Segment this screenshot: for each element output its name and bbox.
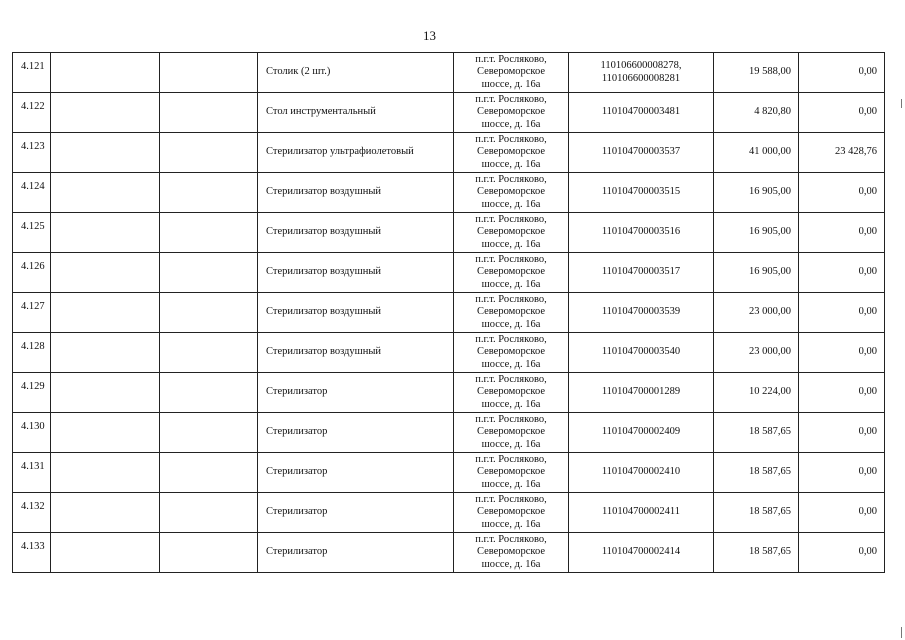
scan-edge-mark — [901, 627, 902, 638]
address-line: п.г.т. Росляково, — [475, 213, 547, 225]
book-value: 18 587,65 — [714, 533, 799, 573]
address-line: Североморское — [476, 346, 546, 358]
empty-cell — [160, 333, 258, 373]
inventory-line: 110104700002409 — [601, 426, 681, 438]
empty-cell — [51, 533, 160, 573]
empty-cell — [160, 253, 258, 293]
table-row — [13, 493, 885, 533]
item-name: Стерилизатор воздушный — [258, 213, 454, 253]
table-body — [13, 53, 885, 573]
inventory-number — [569, 453, 714, 493]
address-line: шоссе, д. 16а — [481, 558, 541, 570]
empty-cell — [51, 253, 160, 293]
empty-cell — [51, 213, 160, 253]
inventory-number — [569, 213, 714, 253]
book-value: 10 224,00 — [714, 373, 799, 413]
item-name: Стол инструментальный — [258, 93, 454, 133]
address-line: Североморское — [476, 306, 546, 318]
residual-value: 0,00 — [799, 173, 885, 213]
address-line: Североморское — [476, 546, 546, 558]
row-number: 4.125 — [13, 213, 51, 253]
inventory-line: 110104700003539 — [601, 306, 681, 318]
row-number: 4.133 — [13, 533, 51, 573]
row-number: 4.129 — [13, 373, 51, 413]
inventory-line: 110106600008281 — [601, 72, 681, 84]
row-number: 4.132 — [13, 493, 51, 533]
row-number: 4.124 — [13, 173, 51, 213]
address-line: Североморское — [476, 466, 546, 478]
row-number: 4.128 — [13, 333, 51, 373]
residual-value: 0,00 — [799, 373, 885, 413]
address-line: шоссе, д. 16а — [481, 238, 541, 250]
address-line: п.г.т. Росляково, — [475, 333, 547, 345]
residual-value: 23 428,76 — [799, 133, 885, 173]
book-value: 4 820,80 — [714, 93, 799, 133]
address-line: п.г.т. Росляково, — [475, 413, 547, 425]
residual-value: 0,00 — [799, 333, 885, 373]
residual-value: 0,00 — [799, 213, 885, 253]
empty-cell — [160, 213, 258, 253]
book-value: 19 588,00 — [714, 53, 799, 93]
table-row — [13, 413, 885, 453]
address-line: Североморское — [476, 186, 546, 198]
address-line: п.г.т. Росляково, — [475, 173, 547, 185]
address-line: Североморское — [476, 106, 546, 118]
item-address — [454, 333, 569, 373]
item-address — [454, 453, 569, 493]
item-name: Стерилизатор воздушный — [258, 293, 454, 333]
inventory-number — [569, 493, 714, 533]
row-number: 4.131 — [13, 453, 51, 493]
item-name: Стерилизатор — [258, 373, 454, 413]
empty-cell — [51, 453, 160, 493]
table-row — [13, 53, 885, 93]
address-line: шоссе, д. 16а — [481, 118, 541, 130]
address-line: п.г.т. Росляково, — [475, 293, 547, 305]
book-value: 18 587,65 — [714, 413, 799, 453]
address-line: шоссе, д. 16а — [481, 518, 541, 530]
property-table — [12, 52, 885, 573]
scan-edge-mark — [901, 99, 902, 108]
residual-value: 0,00 — [799, 493, 885, 533]
table-row — [13, 93, 885, 133]
address-line: шоссе, д. 16а — [481, 398, 541, 410]
inventory-line: 110104700003517 — [601, 266, 681, 278]
residual-value: 0,00 — [799, 253, 885, 293]
item-name: Стерилизатор ультрафиолетовый — [258, 133, 454, 173]
address-line: Североморское — [476, 266, 546, 278]
empty-cell — [51, 173, 160, 213]
address-line: Североморское — [476, 426, 546, 438]
item-name: Стерилизатор — [258, 413, 454, 453]
row-number: 4.121 — [13, 53, 51, 93]
table-row — [13, 213, 885, 253]
book-value: 16 905,00 — [714, 173, 799, 213]
item-address — [454, 533, 569, 573]
empty-cell — [160, 413, 258, 453]
residual-value: 0,00 — [799, 453, 885, 493]
address-line: шоссе, д. 16а — [481, 198, 541, 210]
address-line: п.г.т. Росляково, — [475, 373, 547, 385]
inventory-number — [569, 533, 714, 573]
address-line: шоссе, д. 16а — [481, 318, 541, 330]
book-value: 18 587,65 — [714, 493, 799, 533]
row-number: 4.127 — [13, 293, 51, 333]
address-line: п.г.т. Росляково, — [475, 253, 547, 265]
residual-value: 0,00 — [799, 53, 885, 93]
address-line: шоссе, д. 16а — [481, 158, 541, 170]
empty-cell — [51, 133, 160, 173]
item-name: Столик (2 шт.) — [258, 53, 454, 93]
empty-cell — [51, 373, 160, 413]
book-value: 18 587,65 — [714, 453, 799, 493]
inventory-number — [569, 253, 714, 293]
address-line: Североморское — [476, 386, 546, 398]
empty-cell — [160, 533, 258, 573]
address-line: шоссе, д. 16а — [481, 438, 541, 450]
address-line: шоссе, д. 16а — [481, 278, 541, 290]
inventory-line: 110104700003515 — [601, 186, 681, 198]
address-line: п.г.т. Росляково, — [475, 453, 547, 465]
inventory-number — [569, 173, 714, 213]
inventory-line: 110104700001289 — [601, 386, 681, 398]
inventory-number — [569, 413, 714, 453]
table-row — [13, 253, 885, 293]
table-row — [13, 533, 885, 573]
book-value: 16 905,00 — [714, 253, 799, 293]
table-row — [13, 373, 885, 413]
item-address — [454, 373, 569, 413]
residual-value: 0,00 — [799, 293, 885, 333]
empty-cell — [160, 93, 258, 133]
item-name: Стерилизатор воздушный — [258, 173, 454, 213]
empty-cell — [51, 413, 160, 453]
item-name: Стерилизатор воздушный — [258, 333, 454, 373]
address-line: п.г.т. Росляково, — [475, 493, 547, 505]
empty-cell — [51, 493, 160, 533]
inventory-number — [569, 293, 714, 333]
row-number: 4.122 — [13, 93, 51, 133]
item-name: Стерилизатор — [258, 453, 454, 493]
row-number: 4.126 — [13, 253, 51, 293]
empty-cell — [160, 133, 258, 173]
address-line: п.г.т. Росляково, — [475, 53, 547, 65]
empty-cell — [51, 93, 160, 133]
address-line: п.г.т. Росляково, — [475, 533, 547, 545]
inventory-line: 110104700002411 — [602, 506, 680, 518]
item-name: Стерилизатор воздушный — [258, 253, 454, 293]
item-address — [454, 53, 569, 93]
inventory-line: 110104700003537 — [601, 146, 681, 158]
address-line: п.г.т. Росляково, — [475, 93, 547, 105]
inventory-number — [569, 93, 714, 133]
item-address — [454, 293, 569, 333]
book-value: 23 000,00 — [714, 293, 799, 333]
address-line: п.г.т. Росляково, — [475, 133, 547, 145]
address-line: Североморское — [476, 146, 546, 158]
residual-value: 0,00 — [799, 93, 885, 133]
table-row — [13, 453, 885, 493]
table-row — [13, 333, 885, 373]
table-row — [13, 173, 885, 213]
address-line: шоссе, д. 16а — [481, 358, 541, 370]
item-address — [454, 133, 569, 173]
row-number: 4.123 — [13, 133, 51, 173]
empty-cell — [160, 53, 258, 93]
item-name: Стерилизатор — [258, 533, 454, 573]
empty-cell — [51, 333, 160, 373]
inventory-number — [569, 373, 714, 413]
item-address — [454, 253, 569, 293]
address-line: Североморское — [476, 506, 546, 518]
book-value: 23 000,00 — [714, 333, 799, 373]
inventory-line: 110104700003516 — [601, 226, 681, 238]
inventory-line: 110104700002414 — [601, 546, 681, 558]
empty-cell — [160, 373, 258, 413]
table-row — [13, 293, 885, 333]
inventory-line: 110104700003481 — [601, 106, 681, 118]
item-address — [454, 173, 569, 213]
item-address — [454, 213, 569, 253]
item-name: Стерилизатор — [258, 493, 454, 533]
inventory-number — [569, 333, 714, 373]
empty-cell — [160, 493, 258, 533]
item-address — [454, 93, 569, 133]
address-line: шоссе, д. 16а — [481, 478, 541, 490]
residual-value: 0,00 — [799, 533, 885, 573]
inventory-line: 110106600008278, — [600, 59, 682, 71]
empty-cell — [160, 173, 258, 213]
empty-cell — [51, 293, 160, 333]
book-value: 41 000,00 — [714, 133, 799, 173]
item-address — [454, 493, 569, 533]
address-line: шоссе, д. 16а — [481, 78, 541, 90]
inventory-line: 110104700003540 — [601, 346, 681, 358]
residual-value: 0,00 — [799, 413, 885, 453]
inventory-line: 110104700002410 — [601, 466, 681, 478]
row-number: 4.130 — [13, 413, 51, 453]
page-number: 13 — [423, 28, 436, 43]
inventory-number — [569, 53, 714, 93]
book-value: 16 905,00 — [714, 213, 799, 253]
inventory-number — [569, 133, 714, 173]
item-address — [454, 413, 569, 453]
address-line: Североморское — [476, 226, 546, 238]
table-row — [13, 133, 885, 173]
empty-cell — [160, 453, 258, 493]
empty-cell — [51, 53, 160, 93]
address-line: Североморское — [476, 66, 546, 78]
empty-cell — [160, 293, 258, 333]
